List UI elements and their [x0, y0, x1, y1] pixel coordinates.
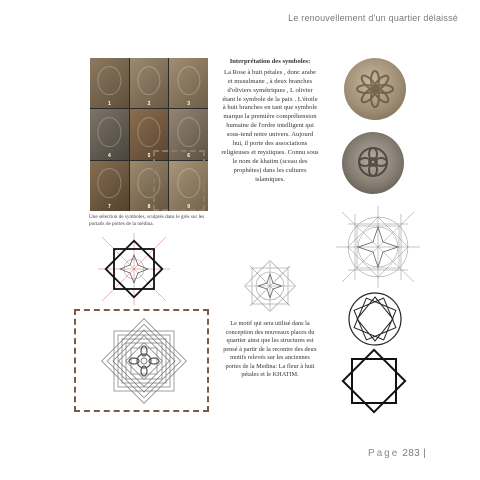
carving-shape	[98, 117, 121, 147]
khatim-star-drawing	[338, 345, 410, 417]
photo-number: 7	[107, 203, 111, 210]
carving-shape	[177, 117, 200, 147]
carving-shape	[137, 117, 160, 147]
photo-number: 5	[147, 152, 151, 159]
photo-cell	[90, 109, 129, 159]
rosette-construction-drawing	[328, 204, 428, 290]
photo-number: 4	[107, 152, 111, 159]
interpretation-body: La Rose à huit pétales , donc arabe et musulmane , à deux branches d'oliviers symétriques , L olivier étant le symbole de la paix . L'étoile à huit branches en tant que symbole marque la première compréhension humaine de l'ordre intelligent qui sous-tend notre univers. Aujourd hui, il porte des associations religieuses et mystiques. Connu sous le nom de khatim (sceau des prophètes) dans les cultures islamiques.	[221, 68, 319, 183]
motif-description: Le motif qui sera utilisé dans la conception des nouveaux places du quartier ainsi que les structures est pensé à partir de la recontre des deux motifs relevés sur les anciennes portes de la Medina: La fleur à huit pétales et le KHATIM.	[223, 320, 317, 378]
photo-grid-caption: Une sélection de symboles, sculptés dans le grès sur les portails de portes de la médina.	[89, 214, 205, 228]
photo-number: 8	[147, 203, 151, 210]
photo-number: 6	[187, 152, 191, 159]
photo-number: 1	[107, 101, 111, 108]
khatim-construction-drawing	[98, 233, 170, 305]
concentric-star-motif-drawing	[94, 318, 194, 404]
rosette-olive-photo	[344, 58, 406, 120]
center-geometric-drawing	[244, 260, 296, 312]
interpretation-block	[221, 58, 319, 184]
page-number: 283	[402, 448, 420, 459]
photo-number: 9	[187, 203, 191, 210]
carving-shape	[98, 168, 121, 198]
carving-shape	[137, 66, 160, 96]
selected-photos-highlight	[153, 150, 205, 211]
photo-cell	[90, 161, 129, 211]
page-separator: |	[423, 448, 426, 459]
carving-shape	[177, 66, 200, 96]
page-footer	[368, 448, 426, 459]
carving-shape	[98, 66, 121, 96]
photo-number: 2	[147, 101, 151, 108]
photo-cell	[90, 58, 129, 108]
page-header-title: Le renouvellement d'un quartier délaissé	[288, 13, 458, 23]
page-word: Page	[367, 448, 400, 459]
photo-number: 3	[187, 101, 191, 108]
eight-point-star-circle-drawing	[346, 290, 404, 348]
photo-cell	[130, 58, 169, 108]
interpretation-title: Interprétation des symboles:	[229, 58, 311, 65]
photo-cell	[169, 58, 208, 108]
rosette-flower-photo	[342, 132, 404, 194]
